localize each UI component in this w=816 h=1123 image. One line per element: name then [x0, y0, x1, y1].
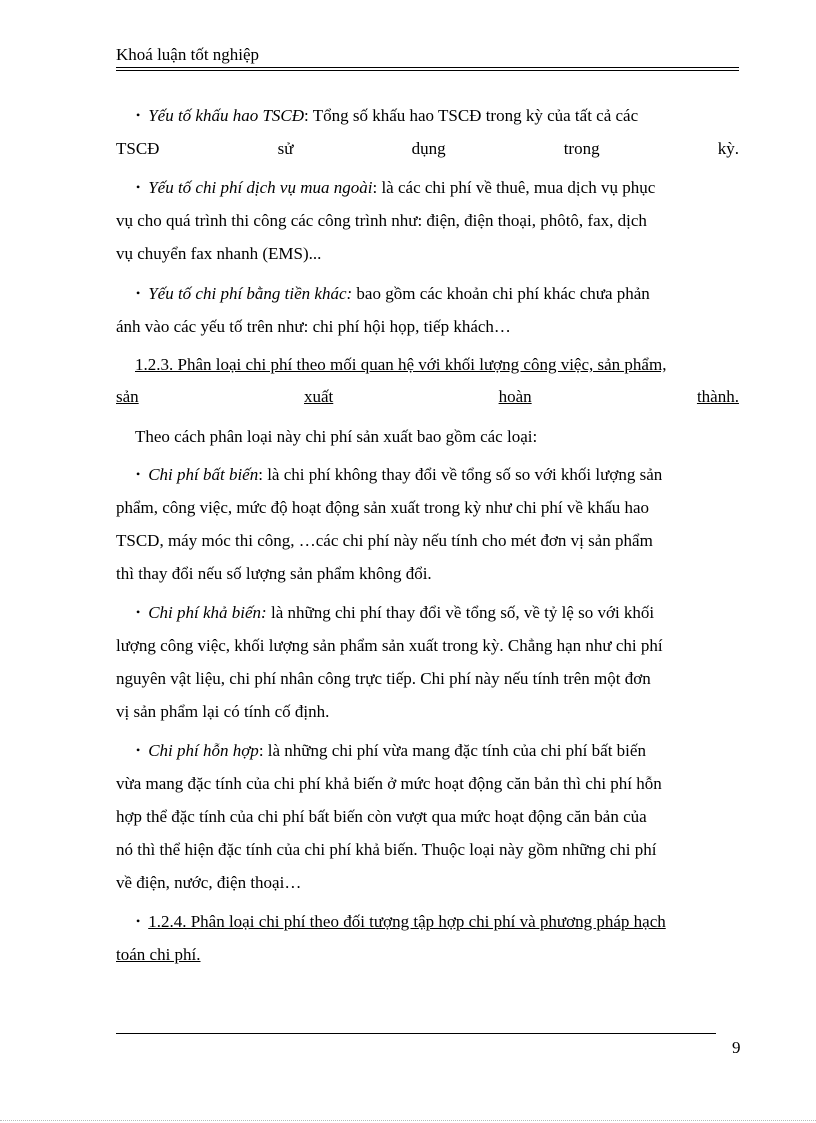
page-header: Khoá luận tốt nghiệp	[116, 45, 260, 64]
term: Chi phí bất biến	[148, 465, 259, 484]
word: xuất	[303, 387, 334, 406]
text-line: vụ chuyển fax nhanh (EMS)...	[116, 244, 322, 263]
text-line: nguyên vật liệu, chi phí nhân công trực tiếp. Chi phí này nếu tính trên một đơn	[116, 669, 651, 688]
text-line: TSCD, máy móc thi công, …các chi phí này nếu tính cho mét đơn vị sản phẩm	[116, 531, 653, 550]
text-line: : là những chi phí vừa mang đặc tính của chi phí bất biến	[258, 741, 646, 760]
bullet-icon: •	[136, 914, 141, 928]
text-line: vụ cho quá trình thi công các công trình như: điện, điện thoại, phôtô, fax, dịch	[116, 211, 647, 230]
term: Chi phí khả biến:	[148, 603, 267, 622]
heading-line: 1.2.4. Phân loại chi phí theo đối tượng tập hợp chi phí và phương pháp hạch	[148, 912, 666, 931]
text-line: : là chi phí không thay đổi về tổng số so với khối lượng sản	[258, 465, 663, 484]
page-number: 9	[732, 1038, 741, 1057]
bullet-icon: •	[136, 467, 141, 481]
bullet-icon: •	[136, 743, 141, 757]
text-line: thì thay đổi nếu số lượng sản phẩm không đổi.	[116, 564, 432, 583]
text-line: phẩm, công việc, mức độ hoạt động sản xuất trong kỳ như chi phí về khấu hao	[116, 498, 650, 517]
text-line: nó thì thể hiện đặc tính của chi phí khả biến. Thuộc loại này gồm những chi phí	[116, 840, 657, 859]
bullet-icon: •	[136, 108, 141, 122]
text-line: : Tổng số khấu hao TSCĐ trong kỳ của tất cả các	[304, 106, 639, 125]
heading-line: 1.2.3. Phân loại chi phí theo mối quan hệ với khối lượng công việc, sản phẩm,	[135, 355, 667, 374]
term: Yếu tố khấu hao TSCĐ	[148, 106, 305, 125]
text-line: bao gồm các khoản chi phí khác chưa phản	[352, 284, 650, 303]
word: TSCĐ	[116, 139, 160, 158]
word: dụng	[411, 139, 446, 158]
word: kỳ.	[717, 139, 739, 158]
page-edge-dotted-line	[0, 1120, 816, 1121]
bullet-icon: •	[136, 605, 141, 619]
intro-text: Theo cách phân loại này chi phí sản xuất bao gồm các loại:	[135, 427, 538, 446]
text-line: vị sản phẩm lại có tính cố định.	[116, 702, 330, 721]
term: Chi phí hỗn hợp	[148, 741, 259, 760]
header-rule-bottom	[116, 70, 739, 71]
text-line: vừa mang đặc tính của chi phí khả biến ở mức hoạt động căn bản thì chi phí hỗn	[116, 774, 662, 793]
text-line: là những chi phí thay đổi về tổng số, về tỷ lệ so với khối	[266, 603, 655, 622]
bullet-icon: •	[136, 180, 141, 194]
text-line: hợp thể đặc tính của chi phí bất biến còn vượt qua mức hoạt động căn bản của	[116, 807, 647, 826]
text-line: lượng công việc, khối lượng sản phẩm sản xuất trong kỳ. Chẳng hạn như chi phí	[116, 636, 663, 655]
text-line: : là các chi phí về thuê, mua dịch vụ phục	[372, 178, 656, 197]
word: thành.	[696, 387, 739, 406]
word: sản	[116, 387, 139, 406]
text-line: ánh vào các yếu tố trên như: chi phí hội họp, tiếp khách…	[116, 317, 511, 336]
footer-rule	[116, 1033, 716, 1034]
term: Yếu tố chi phí dịch vụ mua ngoài	[148, 178, 373, 197]
term: Yếu tố chi phí bằng tiền khác:	[148, 284, 353, 303]
bullet-icon: •	[136, 286, 141, 300]
word: sử	[277, 139, 294, 158]
heading-line: toán chi phí.	[116, 945, 201, 964]
header-rule-top	[116, 67, 739, 68]
word: hoàn	[498, 387, 532, 406]
word: trong	[563, 139, 600, 158]
text-line: về điện, nước, điện thoại…	[116, 873, 302, 892]
